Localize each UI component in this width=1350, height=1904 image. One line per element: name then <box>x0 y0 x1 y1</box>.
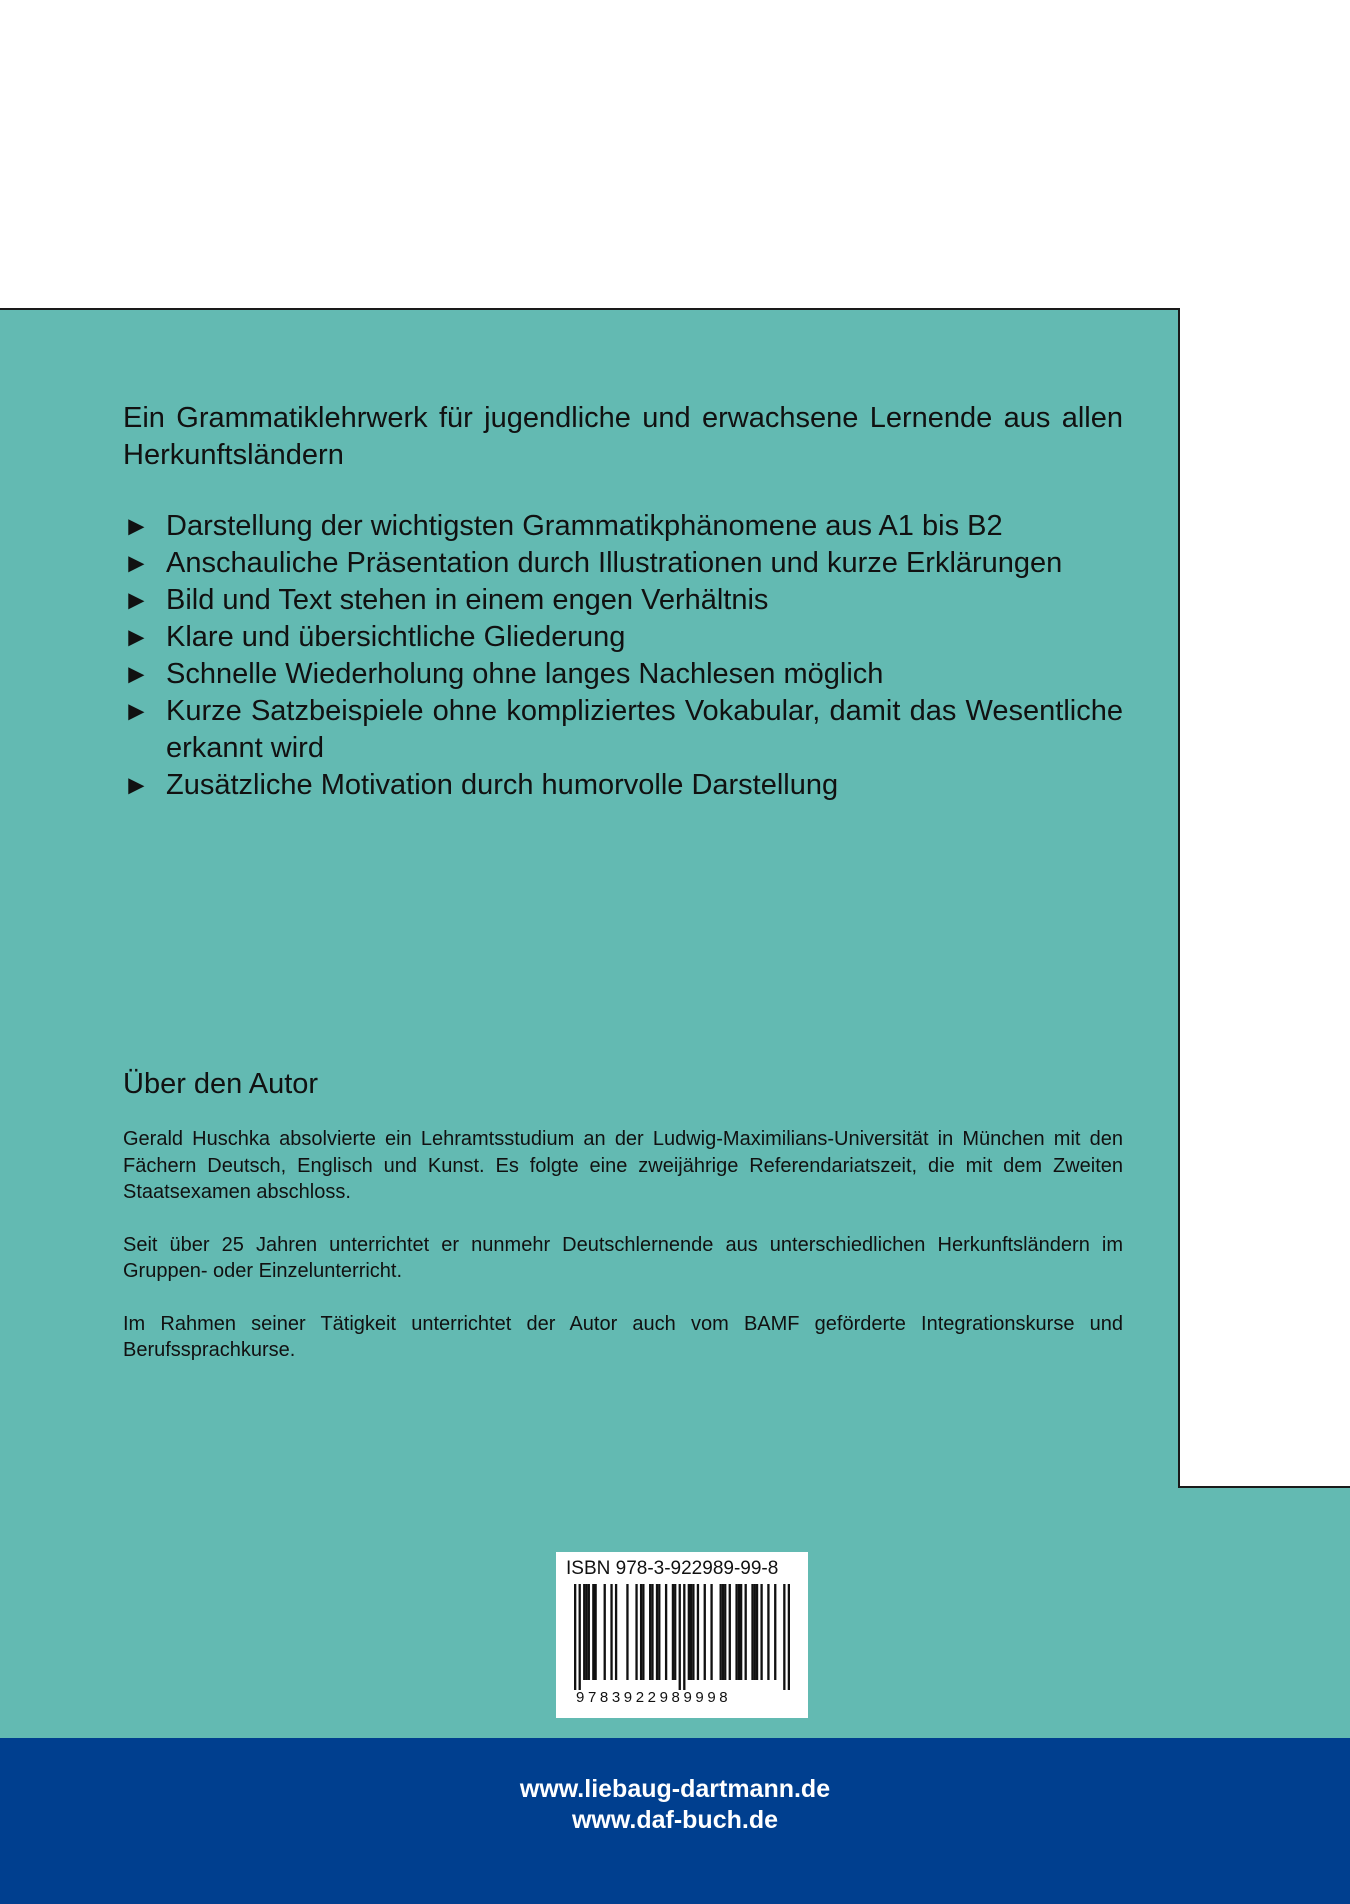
barcode-bar <box>720 1584 722 1680</box>
bullet-arrow-icon: ► <box>123 511 150 541</box>
barcode-bar <box>656 1584 658 1680</box>
bullet-arrow-icon: ► <box>123 696 150 726</box>
barcode-bar <box>592 1584 594 1680</box>
barcode-bar <box>740 1584 742 1680</box>
barcode-bar <box>724 1584 726 1680</box>
feature-item <box>123 767 1123 804</box>
barcode-bar <box>674 1584 676 1680</box>
barcode-bar <box>774 1584 776 1680</box>
barcode-icon <box>574 1584 790 1690</box>
barcode-bar <box>767 1584 769 1680</box>
barcode-bar <box>594 1584 596 1680</box>
description-section <box>123 400 1123 804</box>
bullet-arrow-icon: ► <box>123 585 150 615</box>
footer-bar <box>0 1738 1350 1904</box>
barcode-bar <box>735 1584 737 1680</box>
barcode-bar <box>610 1584 612 1680</box>
barcode-bar <box>651 1584 653 1680</box>
feature-item <box>123 656 1123 693</box>
bullet-arrow-icon: ► <box>123 770 150 800</box>
barcode-bar <box>583 1584 585 1680</box>
barcode-bar <box>697 1584 699 1680</box>
barcode-bar <box>640 1584 642 1680</box>
barcode-bar <box>788 1584 790 1690</box>
barcode-bar <box>658 1584 660 1680</box>
barcode-bar <box>588 1584 590 1680</box>
feature-text: Schnelle Wiederholung ohne langes Nachlesen möglich <box>166 658 884 690</box>
about-paragraph: Im Rahmen seiner Tätigkeit unterrichtet der Autor auch vom BAMF geförderte Integrationskurse und Berufssprachkurse. <box>123 1312 1123 1361</box>
feature-item <box>123 582 1123 619</box>
barcode-bar <box>579 1584 581 1690</box>
barcode-bar <box>585 1584 587 1680</box>
barcode-bar <box>688 1584 690 1680</box>
barcode-bar <box>690 1584 692 1680</box>
isbn-barcode <box>556 1552 808 1718</box>
feature-text: Kurze Satzbeispiele ohne kompliziertes Vokabular, damit das Wesentliche erkannt wird <box>166 695 1123 764</box>
barcode-bar <box>626 1584 628 1680</box>
bullet-arrow-icon: ► <box>123 548 150 578</box>
feature-item <box>123 545 1123 582</box>
barcode-bar <box>756 1584 758 1680</box>
barcode-bar <box>615 1584 617 1680</box>
bullet-arrow-icon: ► <box>123 622 150 652</box>
barcode-bar <box>754 1584 756 1680</box>
barcode-digits: 9783922989998 <box>576 1689 732 1706</box>
intro-text: Ein Grammatiklehrwerk für jugendliche und erwachsene Lernende aus allen Herkunftsländern <box>123 402 1123 471</box>
barcode-bar <box>783 1584 785 1690</box>
bullet-arrow-icon: ► <box>123 659 150 689</box>
barcode-bar <box>604 1584 606 1680</box>
barcode-bar <box>745 1584 747 1680</box>
barcode-bar <box>738 1584 740 1680</box>
about-paragraph: Seit über 25 Jahren unterrichtet er nunmehr Deutschlernende aus unterschiedlichen Herkunftsländern im Gruppen- oder Einzelunterricht. <box>123 1233 1123 1282</box>
feature-text: Zusätzliche Motivation durch humorvolle Darstellung <box>166 769 839 801</box>
barcode-bar <box>649 1584 651 1680</box>
feature-item <box>123 508 1123 545</box>
barcode-bar <box>760 1584 762 1680</box>
barcode-bar <box>672 1584 674 1680</box>
feature-text: Bild und Text stehen in einem engen Verhältnis <box>166 584 769 616</box>
barcode-bar <box>574 1584 576 1690</box>
feature-text: Anschauliche Präsentation durch Illustrationen und kurze Erklärungen <box>166 547 1063 579</box>
feature-text: Darstellung der wichtigsten Grammatikphänomene aus A1 bis B2 <box>166 510 1003 542</box>
publisher-link[interactable]: www.liebaug-dartmann.de <box>519 1775 831 1803</box>
barcode-bar <box>704 1584 706 1680</box>
barcode-bar <box>722 1584 724 1680</box>
feature-text: Klare und übersichtliche Gliederung <box>166 621 626 653</box>
isbn-label: ISBN 978-3-922989-99-8 <box>566 1558 779 1579</box>
feature-list <box>123 508 1123 804</box>
barcode-bar <box>665 1584 667 1680</box>
feature-item <box>123 693 1123 767</box>
barcode-bar <box>683 1584 685 1690</box>
feature-item <box>123 619 1123 656</box>
panel-border-line <box>1180 1486 1350 1488</box>
about-paragraph: Gerald Huschka absolvierte ein Lehramtsstudium an der Ludwig-Maximilians-Universität in München mit den Fächern Deutsch, Englisch und Kunst. Es folgte eine zweijährige Referendariatszeit, die mit dem Zweiten Staatsexamen abschloss. <box>123 1128 1123 1203</box>
barcode-bar <box>692 1584 694 1680</box>
barcode-bar <box>679 1584 681 1690</box>
barcode-bar <box>642 1584 644 1680</box>
barcode-bar <box>635 1584 637 1680</box>
about-author-section <box>123 1066 1123 1390</box>
about-heading: Über den Autor <box>123 1068 319 1100</box>
daf-buch-link[interactable]: www.daf-buch.de <box>571 1806 779 1834</box>
barcode-bar <box>710 1584 712 1680</box>
footer-links <box>0 1774 1350 1836</box>
barcode-bar <box>751 1584 753 1680</box>
barcode-bar <box>729 1584 731 1680</box>
